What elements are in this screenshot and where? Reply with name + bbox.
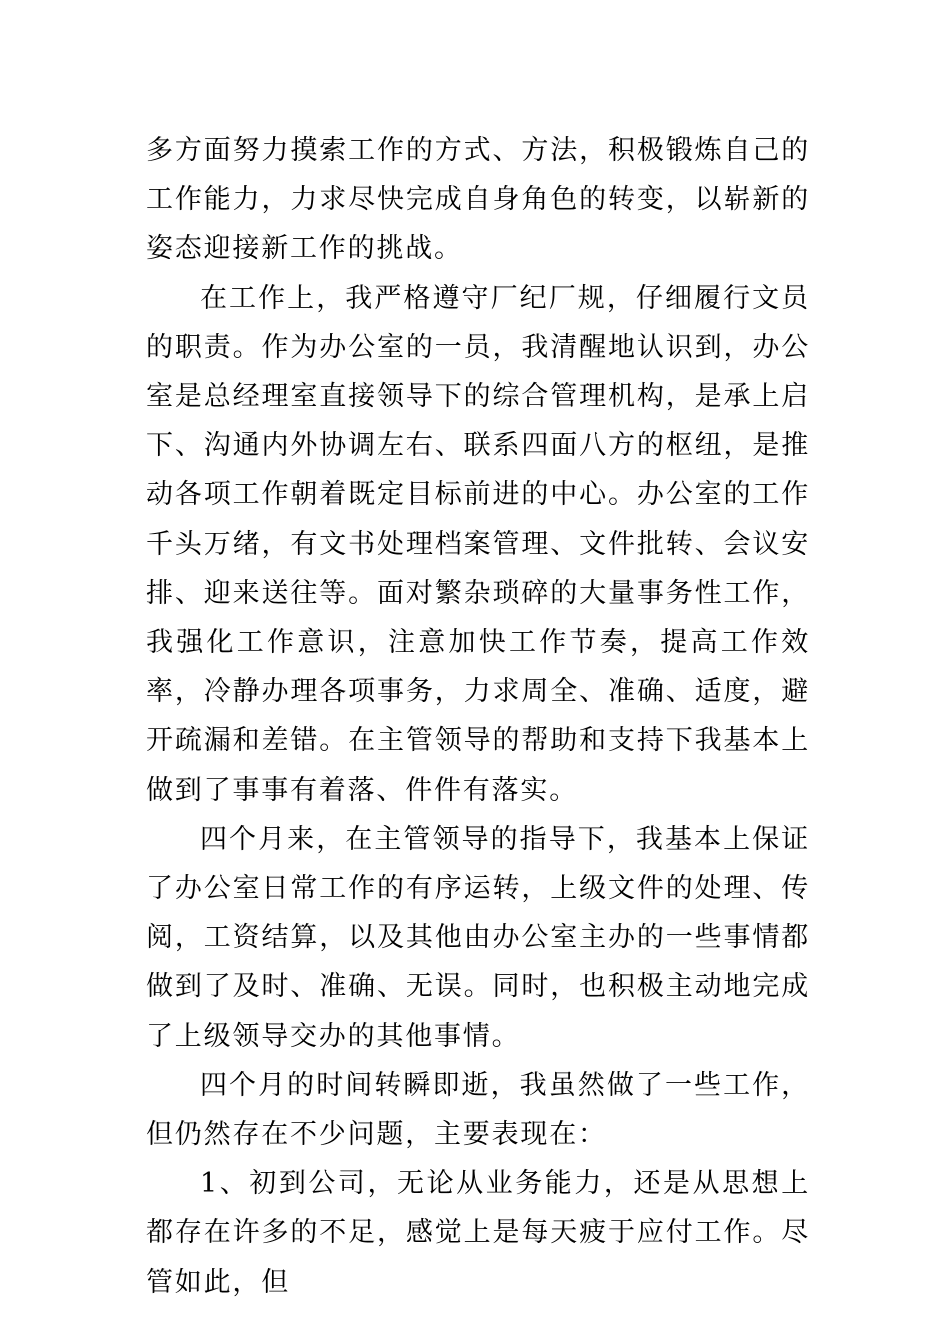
- paragraph-1: 多方面努力摸索工作的方式、方法，积极锻炼自己的工作能力，力求尽快完成自身角色的转变，以崭新的姿态迎接新工作的挑战。: [146, 135, 810, 265]
- paragraph-4: 四个月的时间转瞬即逝，我虽然做了一些工作，但仍然存在不少问题，主要表现在：: [146, 1069, 810, 1151]
- paragraph-3: 四个月来，在主管领导的指导下，我基本上保证了办公室日常工作的有序运转，上级文件的处理、传阅，工资结算，以及其他由办公室主办的一些事情都做到了及时、准确、无误。同时，也积极主动地完成了上级领导交办的其他事情。: [146, 823, 810, 1052]
- document-body: [146, 126, 810, 1307]
- paragraph-5: 1、初到公司，无论从业务能力，还是从思想上都存在许多的不足，感觉上是每天疲于应付工作。尽管如此，但: [146, 1168, 810, 1298]
- paragraph-2: 在工作上，我严格遵守厂纪厂规，仔细履行文员的职责。作为办公室的一员，我清醒地认识到，办公室是总经理室直接领导下的综合管理机构，是承上启下、沟通内外协调左右、联系四面八方的枢纽，是推动各项工作朝着既定目标前进的中心。办公室的工作千头万绪，有文书处理档案管理、文件批转、会议安排、迎来送往等。面对繁杂琐碎的大量事务性工作，我强化工作意识，注意加快工作节奏，提高工作效率，冷静办理各项事务，力求周全、准确、适度，避开疏漏和差错。在主管领导的帮助和支持下我基本上做到了事事有着落、件件有落实。: [146, 282, 810, 806]
